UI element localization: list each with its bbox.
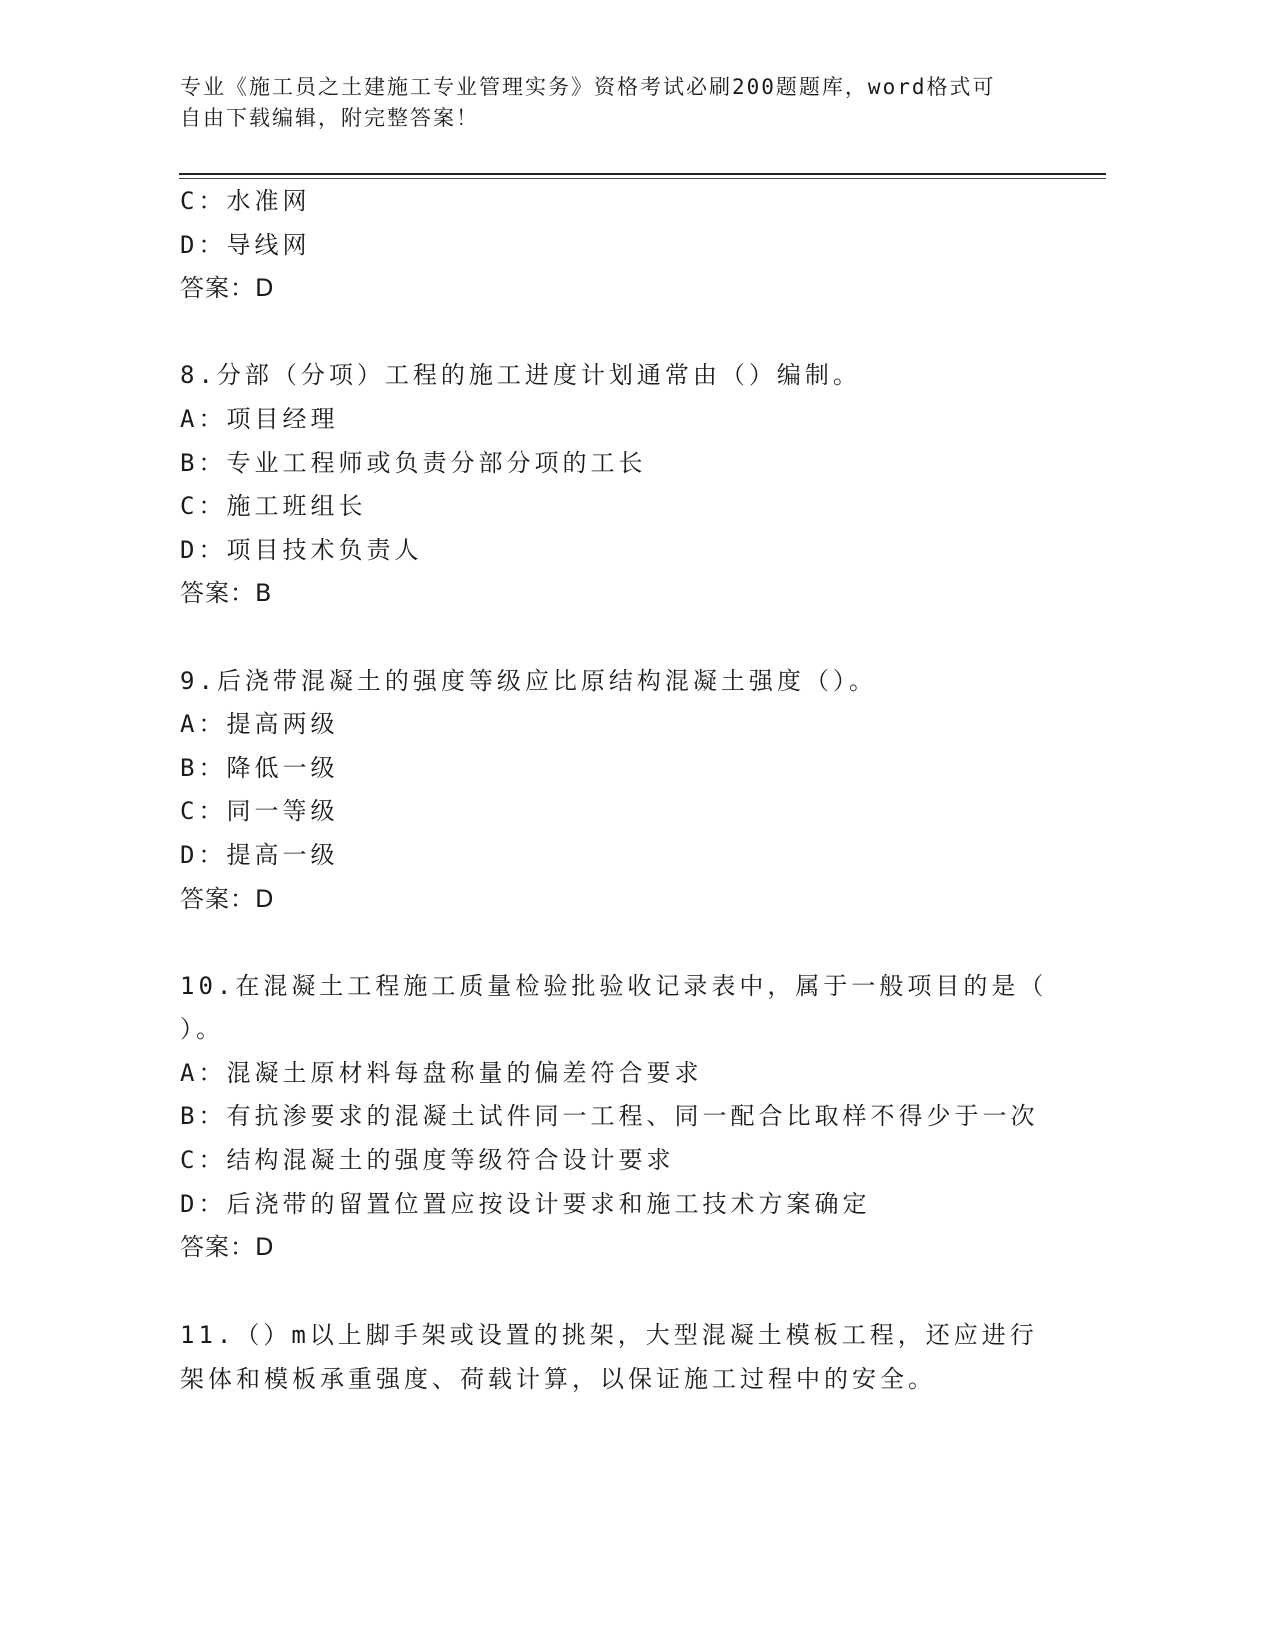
question-stem-line-1: 11.（）m以上脚手架或设置的挑架，大型混凝土模板工程，还应进行 <box>180 1321 1038 1350</box>
question-stem: 8.分部（分项）工程的施工进度计划通常由（）编制。 <box>180 361 861 390</box>
header-line-2: 自由下载编辑，附完整答案！ <box>180 106 479 130</box>
header-rule-thin <box>179 178 1106 179</box>
question-stem-line-2: 架体和模板承重强度、荷载计算，以保证施工过程中的安全。 <box>180 1365 936 1394</box>
answer: 答案：D <box>180 274 275 303</box>
option-a: A：混凝土原材料每盘称量的偏差符合要求 <box>180 1058 703 1087</box>
option-d: D：导线网 <box>180 230 311 259</box>
option-c: C：结构混凝土的强度等级符合设计要求 <box>180 1146 675 1175</box>
question-9 <box>180 660 1060 922</box>
question-stem: 9.后浇带混凝土的强度等级应比原结构混凝土强度（）。 <box>180 666 877 695</box>
header-rule-thick <box>179 173 1106 175</box>
option-d: D：项目技术负责人 <box>180 535 423 564</box>
question-11 <box>180 1313 1060 1401</box>
option-b: B：专业工程师或负责分部分项的工长 <box>180 448 647 477</box>
option-a: A：项目经理 <box>180 404 339 433</box>
answer: 答案：D <box>180 884 275 913</box>
answer: 答案：B <box>180 579 273 608</box>
document-header <box>180 72 1040 134</box>
question-list <box>180 180 1060 1401</box>
question-8 <box>180 354 1060 616</box>
answer: 答案：D <box>180 1233 275 1262</box>
question-10 <box>180 965 1060 1270</box>
option-c: C：施工班组长 <box>180 492 367 521</box>
question-stem-line-1: 10.在混凝土工程施工质量检验批验收记录表中，属于一般项目的是（ <box>180 971 1048 1000</box>
option-c: C：水准网 <box>180 187 311 215</box>
option-d: D：提高一级 <box>180 840 339 869</box>
header-line-1: 专业《施工员之土建施工专业管理实务》资格考试必刷200题题库，word格式可 <box>180 75 996 99</box>
option-c: C：同一等级 <box>180 797 339 826</box>
option-d: D：后浇带的留置位置应按设计要求和施工技术方案确定 <box>180 1189 871 1218</box>
question-stem-line-2: ）。 <box>180 1015 224 1044</box>
option-a: A：提高两级 <box>180 710 339 739</box>
option-b: B：有抗渗要求的混凝土试件同一工程、同一配合比取样不得少于一次 <box>180 1102 1039 1131</box>
option-b: B：降低一级 <box>180 753 339 782</box>
question-7-continued <box>180 180 1060 311</box>
